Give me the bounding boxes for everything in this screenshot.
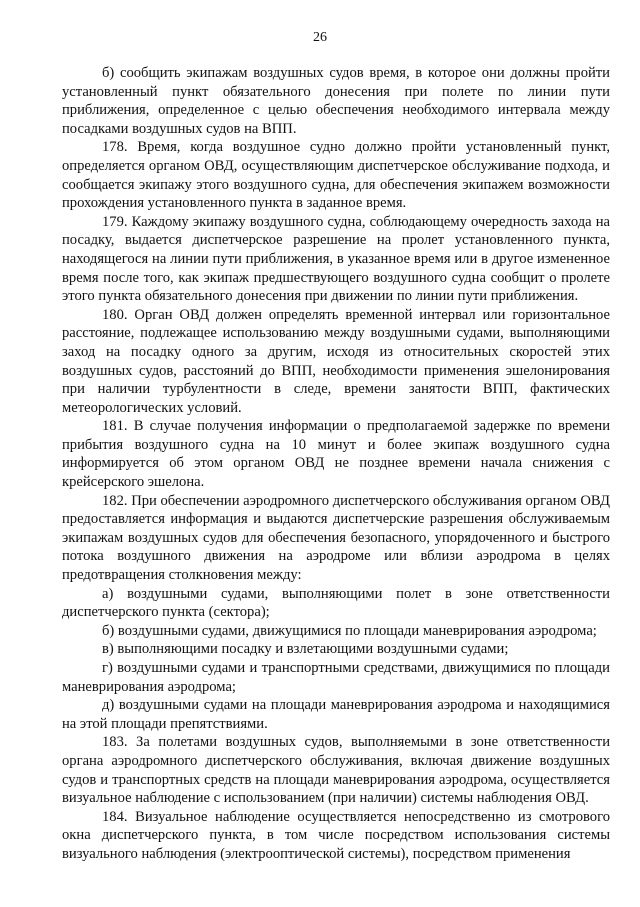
paragraph-178: 178. Время, когда воздушное судно должно пройти установленный пункт, определяется органом ОВД, осуществляющим диспетчерское обслуживание подхода, и сообщается экипажу этого воздушного судна, для обеспечения экипажем возможности прохождения установленного пункта в заданное время. bbox=[62, 139, 610, 212]
paragraph-181: 181. В случае получения информации о предполагаемой задержке по времени прибытия воздушного судна на 10 минут и более экипаж воздушного судна информируется об этом органом ОВД не позднее времени начала снижения с крейсерского эшелона. bbox=[62, 418, 610, 491]
list-item-v: в) выполняющими посадку и взлетающими воздушными судами; bbox=[102, 641, 509, 658]
paragraph-179: 179. Каждому экипажу воздушного судна, соблюдающему очередность захода на посадку, выдается диспетчерское разрешение на пролет установленного пункта, находящегося на линии пути приближения, в указанное время или в другое измененное время после того, как экипаж предшествующего воздушного судна сообщит о пролете этого пункта обязательного донесения при движении по линии пути приближения. bbox=[62, 213, 610, 305]
paragraph-subitem-b: б) сообщить экипажам воздушных судов время, в которое они должны пройти установленный пункт обязательного донесения при полете по линии пути приближения, определенное с целью обеспечения необходимого интервала между посадками воздушных судов на ВПП. bbox=[62, 65, 610, 137]
list-item-b: б) воздушными судами, движущимися по площади маневрирования аэродрома; bbox=[102, 622, 597, 639]
list-item-a: а) воздушными судами, выполняющими полет в зоне ответственности диспетчерского пункта (сектора); bbox=[62, 585, 610, 621]
list-item-d: д) воздушными судами на площади маневрирования аэродрома и находящимися на этой площади препятствиями. bbox=[62, 697, 610, 732]
paragraph-183: 183. За полетами воздушных судов, выполняемыми в зоне ответственности органа аэродромного диспетчерского обслуживания, включая движение воздушных судов и транспортных средств на площади маневрирования аэродрома, осуществляется визуальное наблюдение с использованием (при наличии) системы наблюдения ОВД. bbox=[62, 734, 610, 807]
paragraph-184: 184. Визуальное наблюдение осуществляется непосредственно из смотрового окна диспетчерского пункта, в том числе посредством использования системы визуального наблюдения (электрооптической системы), посредством применения bbox=[62, 808, 610, 862]
list-item-g: г) воздушными судами и транспортными средствами, движущимися по площади маневрирования аэродрома; bbox=[62, 660, 610, 695]
page-number: 26 bbox=[313, 30, 327, 45]
paragraph-182: 182. При обеспечении аэродромного диспетчерского обслуживания органом ОВД предоставляется информация и выдаются диспетчерские разрешения обслуживаемым экипажам воздушных судов для обеспечения безопасного, упорядоченного и быстрого потока воздушного движения на аэродроме или вблизи аэродрома в целях предотвращения столкновения между: bbox=[62, 492, 610, 584]
document-body bbox=[62, 64, 610, 864]
paragraph-180: 180. Орган ОВД должен определять временной интервал или горизонтальное расстояние, подлежащее использованию между воздушными судами, выполняющими заход на посадку одного за другим, исходя из относительных скоростей этих воздушных судов, расстояний до ВПП, необходимости применения эшелонирования при наличии турбулентности в следе, времени занятости ВПП, фактических метеорологических условий. bbox=[62, 306, 610, 416]
